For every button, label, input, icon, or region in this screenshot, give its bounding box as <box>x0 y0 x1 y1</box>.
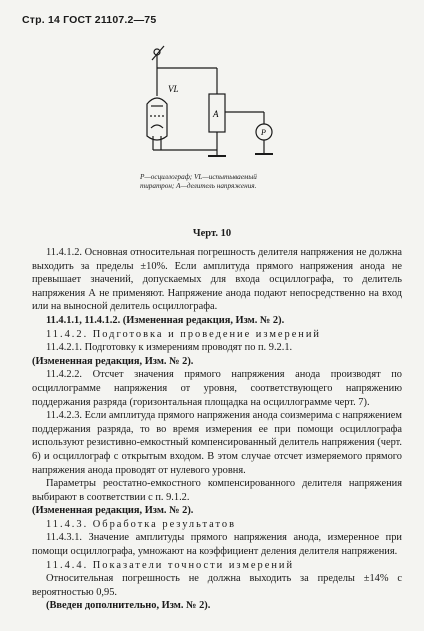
paragraph: (Измененная редакция, Изм. № 2). <box>32 355 194 367</box>
paragraph: 11.4.1.1, 11.4.1.2. (Измененная редакция, Изм. № 2). <box>46 314 285 326</box>
paragraph: 11.4.3.1. Значение амплитуды прямого напряжения анода, измеренное при помощи осциллографа, умножают на коэффициент деления делителя напряжения. <box>32 532 402 558</box>
paragraph: Параметры реостатно-емкостного компенсированного делителя напряжения выбирают в соответствии с п. 9.1.2. <box>32 478 402 503</box>
document-body <box>32 246 402 613</box>
label-vl: VL <box>168 84 179 94</box>
section-heading: 11.4.4. Показатели точности измерений <box>46 559 295 571</box>
label-p: P <box>261 128 266 137</box>
page-header: Стр. 14 ГОСТ 21107.2—75 <box>22 14 157 26</box>
paragraph: 11.4.2.1. Подготовку к измерениям проводят по п. 9.2.1. <box>46 342 293 354</box>
paragraph: (Введен дополнительно, Изм. № 2). <box>46 600 211 612</box>
paragraph: (Измененная редакция, Изм. № 2). <box>32 505 194 517</box>
paragraph: Относительная погрешность не должна выходить за пределы ±14% с вероятностью 0,95. <box>32 573 402 598</box>
section-heading: 11.4.2. Подготовка и проведение измерений <box>46 328 321 340</box>
circuit-diagram <box>120 44 320 184</box>
paragraph: 11.4.2.3. Если амплитуда прямого напряжения анода соизмерима с напряжением поддержания разряда, то во время измерения ее при помощи осциллографа используют резистивно-емкостный компенсированный делитель напряжения (черт. 6) и осциллограф с открытым входом. В этом случае отсчет измеряемого прямого напряжения анода проводят от нулевого уровня. <box>32 410 402 476</box>
figure-title: Черт. 10 <box>192 228 232 239</box>
section-heading: 11.4.3. Обработка результатов <box>46 518 236 530</box>
paragraph: 11.4.2.2. Отсчет значения прямого напряжения анода производят по осциллограмме напряжения от уровня, соответствующего напряжению поддержания разряда (горизонтальная площадка на осциллограмме черт. 7). <box>32 369 402 408</box>
figure-caption: P—осциллограф; VL—испытываемый тиратрон; A—делитель напряжения. <box>140 173 257 190</box>
paragraph: 11.4.1.2. Основная относительная погрешность делителя напряжения не должна выходить за пределы ±10%. Если амплитуда прямого напряжения анода не превышает значений, допускаемых для входа осциллографа, то делитель напряжения А не применяют. Напряжение анода подают непосредственно на вход или на выносной делитель осциллографа. <box>32 247 402 313</box>
label-a: A <box>213 109 219 119</box>
